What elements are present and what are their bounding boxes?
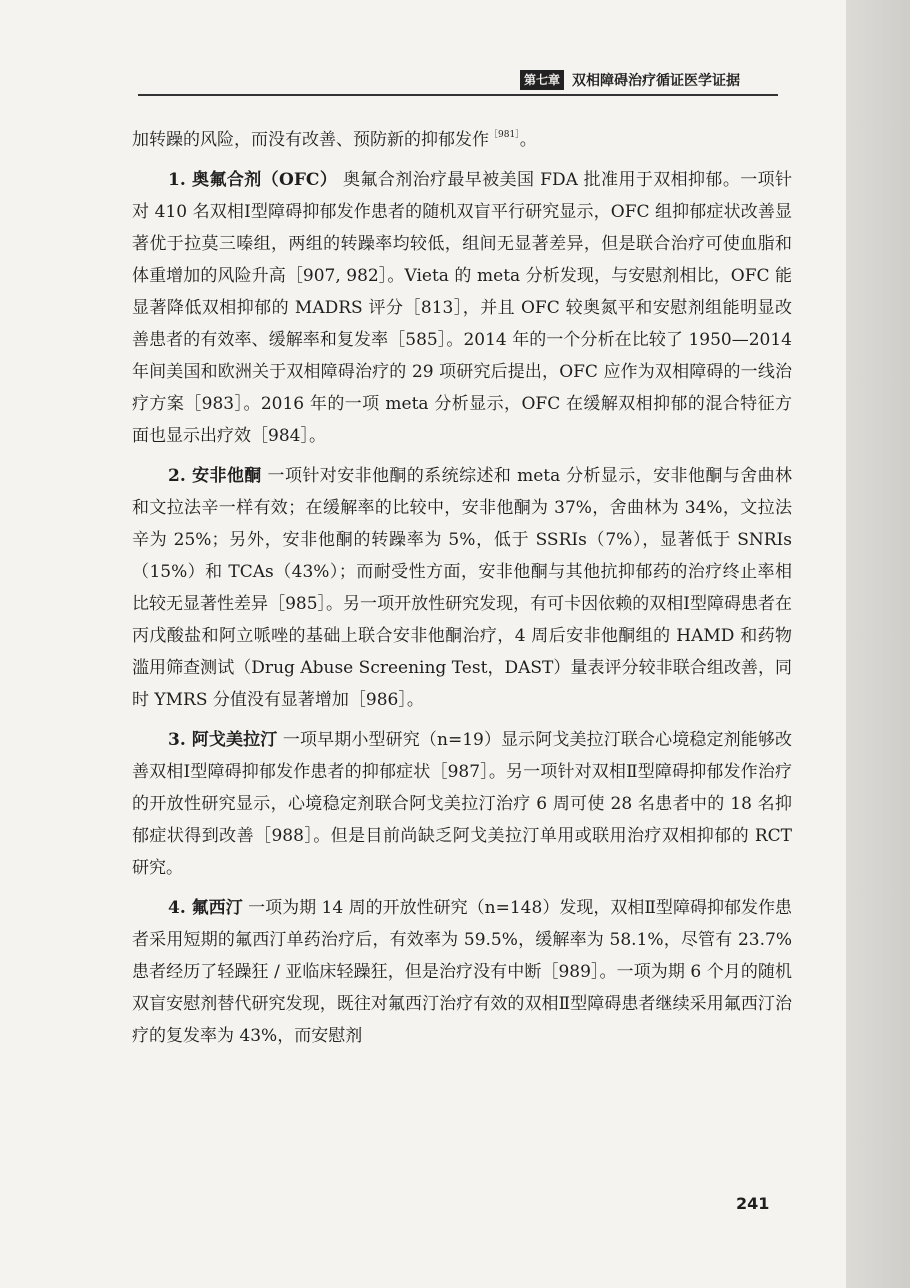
body-text [132, 124, 792, 1052]
header-rule [138, 94, 778, 96]
paragraph-text: 一项早期小型研究（n=19）显示阿戈美拉汀联合心境稳定剂能够改善双相Ⅰ型障碍抑郁发作患者的抑郁症状［987］。另一项针对双相Ⅱ型障碍抑郁发作治疗的开放性研究显示，心境稳定剂联合阿戈美拉汀治疗 6 周可使 28 名患者中的 18 名抑郁症状得到改善［988］。但是目前尚缺乏阿戈美拉汀单用或联用治疗双相抑郁的 RCT 研究。 [132, 730, 792, 878]
chapter-title: 双相障碍治疗循证医学证据 [572, 73, 741, 89]
paragraph-continuation [132, 124, 792, 156]
paragraph-agomelatine [132, 724, 792, 884]
paragraph-fluoxetine [132, 892, 792, 1052]
section-heading: 2. 安非他酮 [168, 466, 262, 486]
chapter-badge: 第七章 [520, 70, 564, 90]
citation: ［981］ [489, 130, 520, 140]
page-number: 241 [736, 1194, 770, 1213]
paragraph-tail: 。 [519, 130, 537, 150]
running-header [520, 68, 760, 92]
section-heading: 4. 氟西汀 [168, 898, 243, 918]
section-heading: 1. 奥氟合剂（OFC） [168, 170, 338, 190]
paragraph-text: 加转躁的风险，而没有改善、预防新的抑郁发作 [132, 130, 489, 150]
paragraph-text: 一项为期 14 周的开放性研究（n=148）发现，双相Ⅱ型障碍抑郁发作患者采用短期的氟西汀单药治疗后，有效率为 59.5%，缓解率为 58.1%，尽管有 23.7% 患者经历了轻躁狂 / 亚临床轻躁狂，但是治疗没有中断［989］。一项为期 6 个月的随机双盲安慰剂替代研究发现，既往对氟西汀治疗有效的双相Ⅱ型障碍患者继续采用氟西汀治疗的复发率为 43%，而安慰剂 [132, 898, 792, 1046]
page-edge-shadow [846, 0, 910, 1288]
paragraph-text: 一项针对安非他酮的系统综述和 meta 分析显示，安非他酮与舍曲林和文拉法辛一样有效；在缓解率的比较中，安非他酮为 37%，舍曲林为 34%，文拉法辛为 25%；另外，安非他酮的转躁率为 5%，低于 SSRIs（7%），显著低于 SNRIs（15%）和 TCAs（43%）；而耐受性方面，安非他酮与其他抗抑郁药的治疗终止率相比较无显著性差异［985］。另一项开放性研究发现，有可卡因依赖的双相Ⅰ型障碍患者在丙戊酸盐和阿立哌唑的基础上联合安非他酮治疗，4 周后安非他酮组的 HAMD 和药物滥用筛查测试（Drug Abuse Screening Test，DAST）量表评分较非联合组改善，同时 YMRS 分值没有显著增加［986］。 [132, 466, 793, 710]
paragraph-text: 奥氟合剂治疗最早被美国 FDA 批准用于双相抑郁。一项针对 410 名双相Ⅰ型障碍抑郁发作患者的随机双盲平行研究显示，OFC 组抑郁症状改善显著优于拉莫三嗪组，两组的转躁率均较低，组间无显著差异，但是联合治疗可使血脂和体重增加的风险升高［907, 982］。Vieta 的 meta 分析发现，与安慰剂相比，OFC 能显著降低双相抑郁的 MADRS 评分［813］，并且 OFC 较奥氮平和安慰剂组能明显改善患者的有效率、缓解率和复发率［585］。2014 年的一个分析在比较了 1950—2014 年间美国和欧洲关于双相障碍治疗的 29 项研究后提出，OFC 应作为双相障碍的一线治疗方案［983］。2016 年的一项 meta 分析显示，OFC 在缓解双相抑郁的混合特征方面也显示出疗效［984］。 [132, 170, 792, 446]
paragraph-ofc [132, 164, 792, 452]
paragraph-bupropion [132, 460, 792, 716]
section-heading: 3. 阿戈美拉汀 [168, 730, 278, 750]
